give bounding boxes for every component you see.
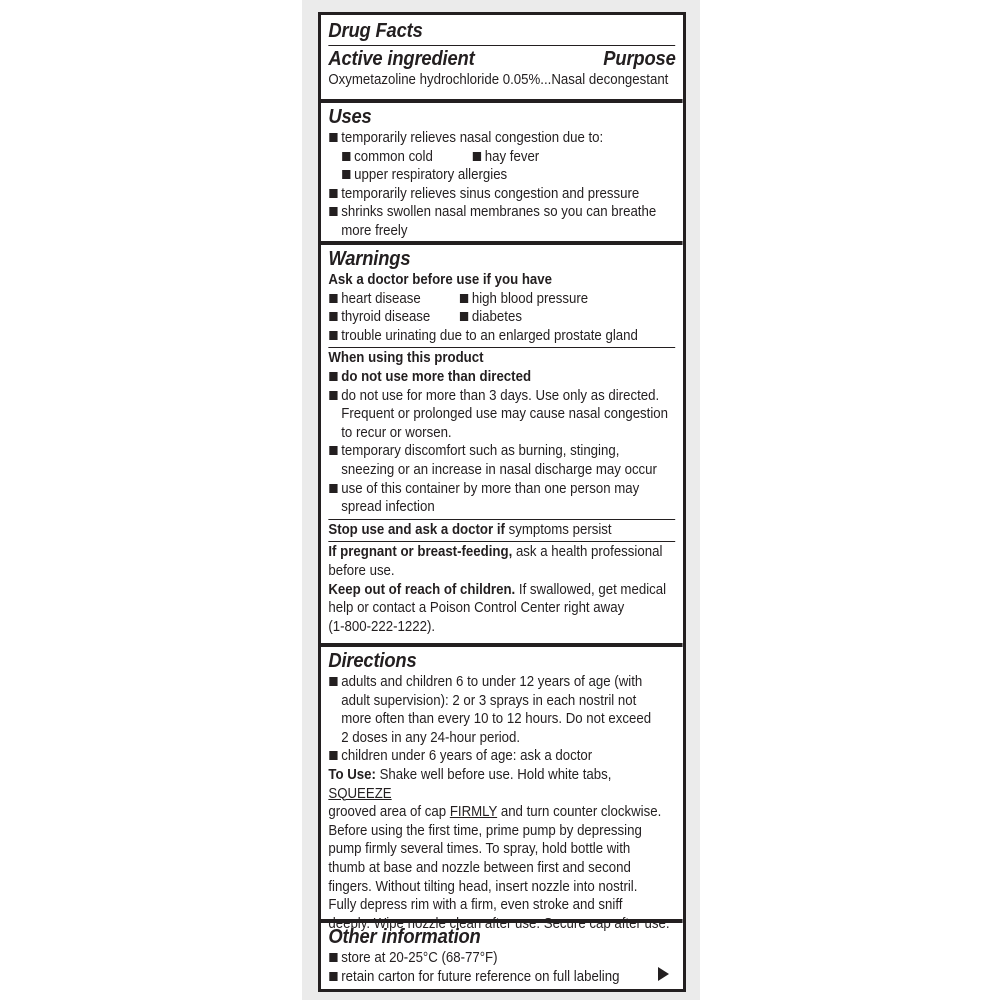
keep-out-bold: Keep out of reach of children. [328,581,516,598]
condition-item: diabetes [459,308,522,327]
other-info-item: retain carton for future reference on full labeling [328,968,675,987]
to-use-text: grooved area of cap [328,804,450,821]
condition-item: high blood pressure [459,290,588,309]
uses-subitem: common cold [341,148,472,167]
direction-item-cont: more often than every 10 to 12 hours. Do not exceed [341,711,652,728]
direction-item-cont: 2 doses in any 24-hour period. [341,729,521,746]
to-use-line [328,766,675,803]
drug-facts-header [321,19,683,90]
direction-item: children under 6 years of age: ask a doctor [328,747,675,766]
keep-out-text-cont: help or contact a Poison Control Center right away [328,600,625,617]
conditions-row [328,308,675,327]
to-use-line: Fully depress rim with a firm, even stroke and sniff [328,897,623,914]
keep-out-text: If swallowed, get medical [515,581,667,598]
direction-item: adults and children 6 to under 12 years of age (with [328,673,675,692]
to-use-line: deeply. Wipe nozzle clean after use. Secure cap after use. [328,915,670,932]
pregnant-text-cont: before use. [328,562,395,579]
warning-item: do not use more than directed [328,368,675,387]
pregnant-line [328,543,675,562]
other-info-item: store at 20-25°C (68-77°F) [328,949,675,968]
continue-arrow-icon [658,967,669,981]
condition-item: thyroid disease [328,308,459,327]
condition-item: trouble urinating due to an enlarged prostate gland [328,327,675,346]
uses-item: temporarily relieves nasal congestion due to: [328,129,675,148]
condition-item: heart disease [328,290,459,309]
poison-control-number: (1-800-222-1222). [328,618,436,635]
uses-item-cont: more freely [341,222,408,239]
uses-item: temporarily relieves sinus congestion and pressure [328,185,675,204]
uses-subitem: hay fever [472,148,539,167]
to-use-line: fingers. Without tilting head, insert nozzle into nostril. [328,878,638,895]
warning-item-cont: sneezing or an increase in nasal discharge may occur [341,461,657,478]
uses-heading: Uses [328,106,372,128]
when-using-heading: When using this product [328,350,484,367]
firmly-word: FIRMLY [449,804,498,821]
squeeze-word: SQUEEZE [328,785,392,802]
uses-section [321,99,683,241]
to-use-text: Shake well before use. Hold white tabs, [375,766,612,783]
stop-use-line [328,521,675,540]
to-use-bold: To Use: [328,766,376,783]
other-info-section [321,919,683,986]
warning-item-cont: spread infection [341,499,435,516]
uses-subitem: upper respiratory allergies [341,166,675,185]
pregnant-bold: If pregnant or breast-feeding, [328,544,513,561]
drug-facts-panel [318,12,686,992]
stop-use-bold: Stop use and ask a doctor if [328,521,505,538]
directions-heading: Directions [328,650,417,672]
other-info-heading: Other information [328,926,481,948]
uses-item: shrinks swollen nasal membranes so you can breathe [328,203,675,222]
to-use-line: thumb at base and nozzle between first and second [328,859,631,876]
warning-item: use of this container by more than one person may [328,480,675,499]
ask-doctor-heading: Ask a doctor before use if you have [328,272,553,288]
pregnant-text: ask a health professional [512,544,663,561]
directions-section [321,643,683,933]
warning-item: do not use for more than 3 days. Use only as directed. [328,387,675,406]
uses-subrow [328,148,675,167]
drug-facts-title: Drug Facts [328,20,423,42]
to-use-line: Before using the first time, prime pump by depressing [328,822,642,839]
warning-item-cont: to recur or worsen. [341,424,452,441]
warning-item-cont: Frequent or prolonged use may cause nasal congestion [341,406,669,423]
to-use-text: and turn counter clockwise. [497,804,662,821]
conditions-row [328,290,675,309]
active-ingredient-row [328,47,675,71]
active-ingredient-heading: Active ingredient [328,48,475,70]
active-ingredient-text: Oxymetazoline hydrochloride 0.05%...Nasal decongestant [328,72,669,88]
purpose-heading: Purpose [603,48,676,70]
stop-use-text: symptoms persist [504,521,612,538]
to-use-line: pump firmly several times. To spray, hold bottle with [328,841,631,858]
to-use-line [328,803,675,822]
warnings-heading: Warnings [328,248,411,270]
warning-item: temporary discomfort such as burning, stinging, [328,442,675,461]
warnings-section [321,241,683,636]
keep-out-line [328,581,675,600]
direction-item-cont: adult supervision): 2 or 3 sprays in each nostril not [341,692,637,709]
